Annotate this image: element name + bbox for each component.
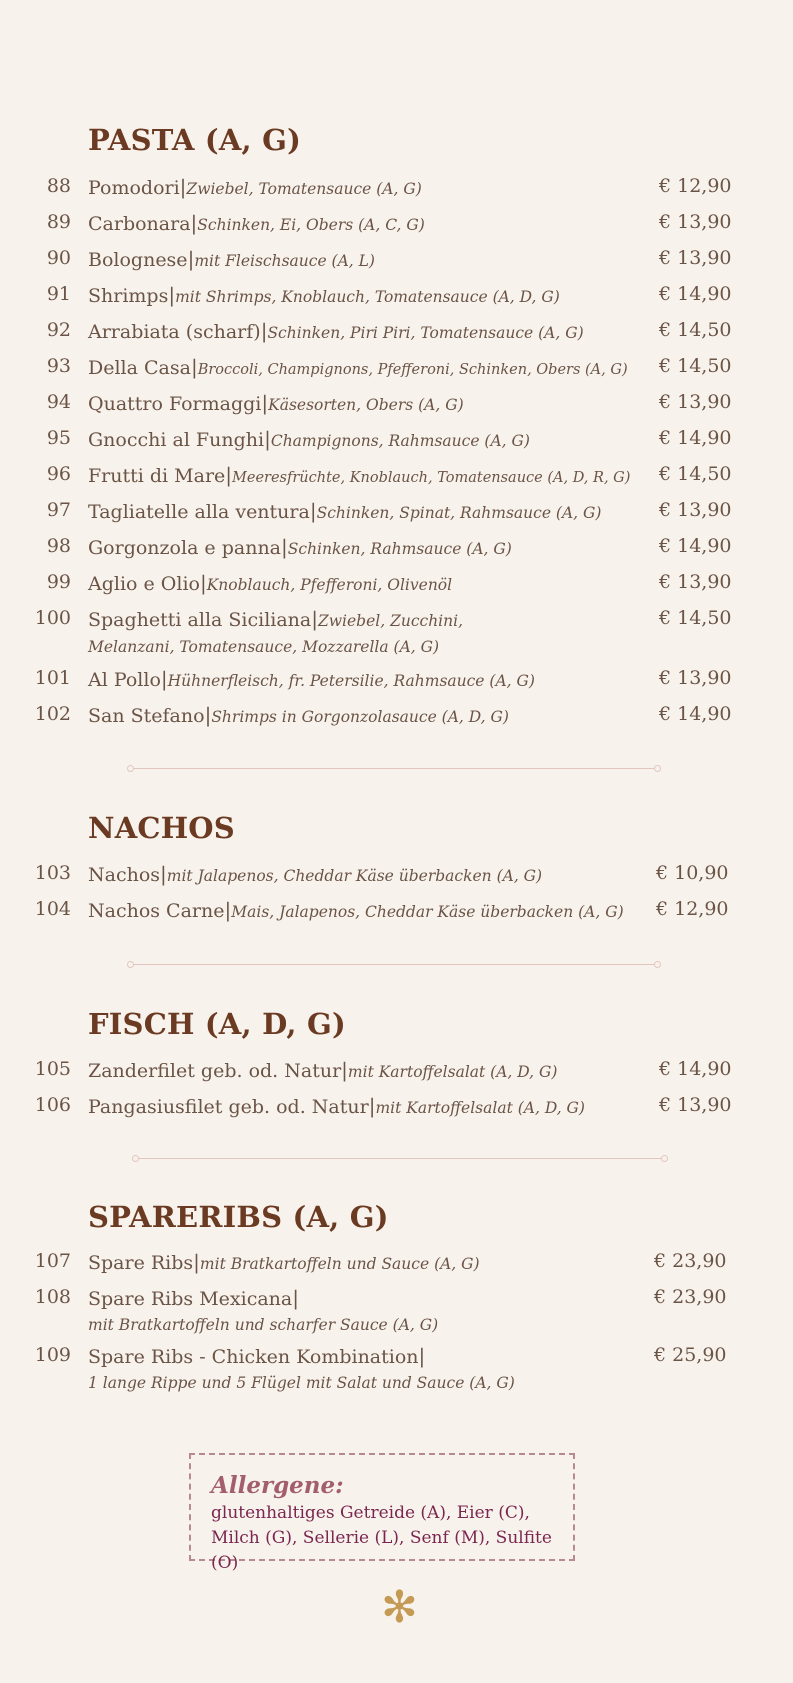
item-description [88, 1286, 588, 1338]
item-price: € 13,90 [659, 1094, 732, 1116]
item-name: Gorgonzola e panna [88, 537, 282, 559]
item-number: 91 [46, 283, 71, 305]
item-separator: | [224, 898, 232, 922]
item-details: Käsesorten, Obers (A, G) [268, 396, 464, 414]
item-name: Al Pollo [88, 669, 161, 691]
item-price: € 12,90 [659, 175, 732, 197]
item-separator: | [160, 862, 167, 886]
section-divider [127, 764, 661, 774]
item-name: Pomodori [88, 177, 180, 199]
item-price: € 23,90 [654, 1286, 727, 1308]
item-details: Shrimps in Gorgonzolasauce (A, D, G) [211, 708, 509, 726]
item-price: € 14,50 [659, 607, 732, 629]
section-title: PASTA (A, G) [88, 123, 302, 157]
item-price: € 13,90 [659, 571, 732, 593]
item-name: Aglio e Olio [88, 573, 200, 595]
allergen-line: glutenhaltiges Getreide (A), Eier (C), [211, 1503, 530, 1523]
item-name: Spare Ribs [88, 1252, 194, 1274]
item-name: Pangasiusfilet geb. od. Natur [88, 1096, 369, 1118]
item-name: Tagliatelle alla ventura [88, 501, 310, 523]
item-description [88, 703, 658, 730]
item-description [88, 499, 658, 526]
item-details: Broccoli, Champignons, Pfefferoni, Schinken, Obers (A, G) [197, 362, 628, 378]
item-price: € 10,90 [656, 862, 729, 884]
item-separator: | [168, 283, 176, 307]
item-description [88, 667, 658, 694]
item-price: € 14,90 [659, 703, 732, 725]
item-details: Zwiebel, Zucchini, Melanzani, Tomatensauce, Mozzarella (A, G) [88, 612, 463, 656]
item-number: 105 [34, 1058, 71, 1080]
item-name: Quattro Formaggi [88, 393, 262, 415]
section-title: NACHOS [88, 811, 235, 845]
item-price: € 14,90 [659, 283, 732, 305]
item-separator: | [190, 211, 198, 235]
item-separator: | [204, 703, 212, 727]
item-description [88, 1344, 588, 1396]
item-details: Hühnerfleisch, fr. Petersilie, Rahmsauce (A, G) [167, 672, 535, 690]
item-name: Spaghetti alla Siciliana [88, 609, 312, 631]
item-number: 90 [46, 247, 71, 269]
item-price: € 14,90 [659, 427, 732, 449]
item-number: 95 [46, 427, 71, 449]
item-details: mit Bratkartoffeln und scharfer Sauce (A, G) [88, 1316, 439, 1334]
item-details: Meeresfrüchte, Knoblauch, Tomatensauce (A, D, R, G) [232, 470, 631, 486]
item-number: 109 [34, 1344, 71, 1366]
item-price: € 14,90 [659, 1058, 732, 1080]
item-details: mit Bratkartoffeln und Sauce (A, G) [199, 1255, 480, 1273]
item-name: Spare Ribs - Chicken Kombination [88, 1346, 419, 1368]
item-price: € 13,90 [659, 499, 732, 521]
item-description [88, 247, 658, 274]
item-details: mit Kartoffelsalat (A, D, G) [347, 1063, 558, 1081]
item-number: 101 [34, 667, 71, 689]
item-price: € 14,50 [659, 463, 732, 485]
item-description [88, 1058, 658, 1085]
item-description [88, 391, 658, 418]
item-separator: | [418, 1344, 426, 1368]
item-name: Nachos [88, 864, 161, 886]
allergen-line: Milch (G), Sellerie (L), Senf (M), Sulfite (O) [211, 1528, 552, 1573]
item-price: € 13,90 [659, 391, 732, 413]
item-separator: | [187, 247, 195, 271]
item-description [88, 319, 658, 346]
item-name: Bolognese [88, 249, 188, 271]
item-details: Schinken, Spinat, Rahmsauce (A, G) [316, 504, 602, 522]
item-number: 107 [34, 1250, 71, 1272]
allergen-title: Allergene: [211, 1472, 344, 1499]
item-price: € 13,90 [659, 211, 732, 233]
item-price: € 13,90 [659, 247, 732, 269]
item-details: mit Fleischsauce (A, L) [194, 252, 375, 270]
item-details: Schinken, Ei, Obers (A, C, G) [197, 216, 425, 234]
item-price: € 23,90 [654, 1250, 727, 1272]
item-number: 104 [34, 898, 71, 920]
item-separator: | [193, 1250, 200, 1274]
item-name: Nachos Carne [88, 900, 225, 922]
item-separator: | [190, 355, 198, 379]
item-price: € 14,90 [659, 535, 732, 557]
item-details: 1 lange Rippe und 5 Flügel mit Salat und Sauce (A, G) [88, 1374, 515, 1392]
section-divider [132, 1154, 668, 1164]
item-number: 98 [46, 535, 71, 557]
item-details: Mais, Jalapenos, Cheddar Käse überbacken (A, G) [231, 903, 624, 921]
section-divider [127, 960, 661, 970]
item-number: 88 [46, 175, 71, 197]
item-number: 99 [46, 571, 71, 593]
item-separator: | [368, 1094, 376, 1118]
item-number: 100 [34, 607, 71, 629]
item-description [88, 607, 528, 660]
item-details: mit Kartoffelsalat (A, D, G) [375, 1099, 585, 1117]
item-name: Spare Ribs Mexicana [88, 1288, 293, 1310]
item-description [88, 571, 658, 598]
item-separator: | [292, 1286, 299, 1310]
item-details: Schinken, Rahmsauce (A, G) [287, 540, 512, 558]
item-number: 89 [46, 211, 71, 233]
item-description [88, 862, 658, 889]
item-separator: | [309, 499, 317, 523]
item-details: Champignons, Rahmsauce (A, G) [270, 432, 530, 450]
item-details: Knoblauch, Pfefferoni, Olivenöl [206, 576, 453, 594]
item-number: 97 [46, 499, 71, 521]
item-separator: | [199, 571, 207, 595]
item-number: 96 [46, 463, 71, 485]
section-title: SPARERIBS (A, G) [88, 1200, 389, 1234]
item-separator: | [264, 427, 271, 451]
item-separator: | [341, 1058, 348, 1082]
item-description [88, 463, 658, 491]
item-details: mit Jalapenos, Cheddar Käse überbacken (A, G) [166, 867, 543, 885]
item-separator: | [311, 607, 318, 631]
item-separator: | [281, 535, 288, 559]
item-number: 106 [34, 1094, 71, 1116]
item-description [88, 1094, 658, 1121]
item-number: 102 [34, 703, 71, 725]
item-name: Frutti di Mare [88, 465, 226, 487]
item-separator: | [160, 667, 168, 691]
item-number: 103 [34, 862, 71, 884]
item-price: € 14,50 [659, 319, 732, 341]
item-name: Zanderfilet geb. od. Natur [88, 1060, 342, 1082]
item-separator: | [179, 175, 187, 199]
item-name: San Stefano [88, 705, 205, 727]
item-number: 108 [34, 1286, 71, 1308]
item-name: Shrimps [88, 285, 169, 307]
item-name: Gnocchi al Funghi [88, 429, 265, 451]
item-description [88, 283, 658, 310]
item-price: € 13,90 [659, 667, 732, 689]
item-name: Carbonara [88, 213, 191, 235]
item-description [88, 898, 658, 925]
item-price: € 14,50 [659, 355, 732, 377]
section-title: FISCH (A, D, G) [88, 1007, 346, 1041]
item-separator: | [225, 463, 233, 487]
item-number: 92 [46, 319, 71, 341]
allergen-box [189, 1453, 575, 1573]
item-separator: | [260, 319, 268, 343]
item-description [88, 535, 658, 562]
item-details: Zwiebel, Tomatensauce (A, G) [186, 180, 422, 198]
item-name: Arrabiata (scharf) [88, 321, 261, 343]
item-description [88, 175, 658, 202]
item-description [88, 355, 658, 383]
item-separator: | [261, 391, 269, 415]
item-name: Della Casa [88, 357, 191, 379]
item-number: 94 [46, 391, 71, 413]
item-number: 93 [46, 355, 71, 377]
item-description [88, 211, 658, 238]
item-price: € 25,90 [654, 1344, 727, 1366]
item-description [88, 1250, 658, 1277]
asterisk-ornament-icon: ✻ [381, 1582, 418, 1633]
item-price: € 12,90 [656, 898, 729, 920]
item-details: Schinken, Piri Piri, Tomatensauce (A, G) [267, 324, 584, 342]
item-description [88, 427, 658, 454]
item-details: mit Shrimps, Knoblauch, Tomatensauce (A, D, G) [175, 288, 560, 306]
